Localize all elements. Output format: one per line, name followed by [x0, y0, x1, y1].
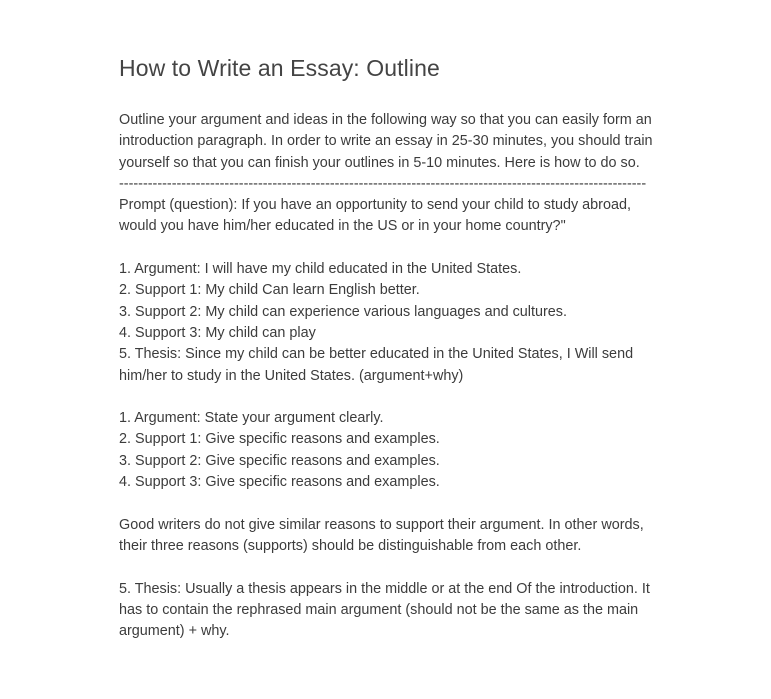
example-thesis: 5. Thesis: Since my child can be better educated in the United States, I Will send him/her to study in the United States. (argument+why) — [119, 346, 634, 384]
spacer — [119, 557, 664, 578]
spacer — [119, 493, 664, 514]
prompt-paragraph: Prompt (question): If you have an opportunity to send your child to study abroad, would you have him/her educated in the US or in your home country?" — [119, 197, 631, 235]
divider-line: -------------------------------------------------------------------------------------------------------------- — [119, 175, 647, 192]
good-writers-paragraph: Good writers do not give similar reasons to support their argument. In other words, their three reasons (supports) should be distinguishable from each other. — [119, 516, 644, 554]
page-title: How to Write an Essay: Outline — [119, 55, 440, 81]
list-item: 1. Argument: I will have my child educated in the United States. — [119, 261, 522, 278]
template-outline-list — [119, 408, 664, 493]
spacer — [119, 387, 664, 408]
intro-paragraph: Outline your argument and ideas in the following way so that you can easily form an introduction paragraph. In order to write an essay in 25-30 minutes, you should train yourself so that you can finish your outlines in 5-10 minutes. Here is how to do so. — [119, 112, 653, 171]
list-item: 2. Support 1: Give specific reasons and examples. — [119, 431, 440, 448]
list-item: 4. Support 3: My child can play — [119, 324, 316, 341]
thesis-note-paragraph: 5. Thesis: Usually a thesis appears in the middle or at the end Of the introduction. It has to contain the rephrased main argument (should not be the same as the main argument) + why. — [119, 580, 650, 640]
list-item: 3. Support 2: My child can experience various languages and cultures. — [119, 303, 567, 320]
example-outline-list — [119, 259, 664, 344]
list-item: 2. Support 1: My child Can learn English better. — [119, 282, 420, 299]
list-item: 4. Support 3: Give specific reasons and examples. — [119, 474, 440, 491]
article-body — [119, 110, 664, 642]
list-item: 3. Support 2: Give specific reasons and examples. — [119, 452, 440, 469]
spacer — [119, 238, 664, 259]
list-item: 1. Argument: State your argument clearly. — [119, 410, 384, 427]
article — [119, 52, 664, 642]
